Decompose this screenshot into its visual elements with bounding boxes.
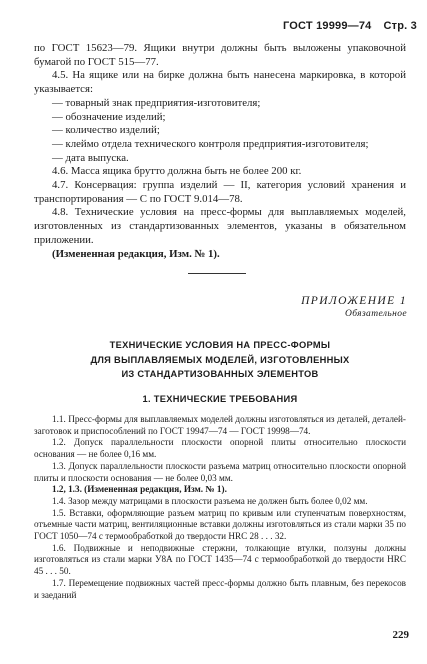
section-4-text	[34, 42, 406, 261]
paragraph: 1.1. Пресс-формы для выплавляемых моделей должны изготовляться из деталей, деталей-заготовок и приспособлений по ГОСТ 19947—74 — ГОСТ 19998—74.	[34, 414, 406, 436]
appendix-title	[34, 338, 406, 382]
paragraph: 4.7. Консервация: группа изделий — II, категория условий хранения и транспортирования — С по ГОСТ 9.014—78.	[34, 179, 406, 205]
appendix-status: Обязательное	[344, 309, 407, 319]
list-item: — обозначение изделий;	[52, 110, 166, 123]
amendment-note: (Измененная редакция, Изм. № 1).	[52, 247, 220, 260]
running-header	[283, 20, 417, 32]
list-item: — товарный знак предприятия-изготовителя;	[52, 96, 261, 109]
requirements-text	[34, 414, 406, 601]
paragraph: 4.8. Технические условия на пресс-формы для выплавляемых моделей, изготовленных из стандартизованных элементов, указаны в обязательном приложении.	[34, 206, 406, 246]
page-number: 229	[392, 629, 409, 641]
list-item: — дата выпуска.	[52, 151, 129, 164]
paragraph: 1.4. Зазор между матрицами в плоскости разъема не должен быть более 0,02 мм.	[52, 495, 368, 506]
paragraph: 1.2. Допуск параллельности плоскости опорной плиты относительно плоскости основания — не более 0,16 мм.	[34, 437, 406, 460]
appendix-label-block	[301, 295, 407, 319]
standard-designation: ГОСТ 19999—74	[282, 20, 372, 32]
section-heading: 1. ТЕХНИЧЕСКИЕ ТРЕБОВАНИЯ	[142, 394, 298, 404]
list-item: — клеймо отдела технического контроля предприятия-изготовителя;	[52, 137, 369, 150]
paragraph: 1.6. Подвижные и неподвижные стержни, толкающие втулки, ползуны должны изготовляться из стали марки У8А по ГОСТ 1435—74 с термообработкой до твердости HRC 45 . . . 50.	[34, 542, 406, 577]
paragraph: 1.3. Допуск параллельности плоскости разъема матриц относительно плоскости опорной плиты и плоскости основания — не более 0,03 мм.	[34, 460, 406, 483]
appendix-label: ПРИЛОЖЕНИЕ 1	[301, 295, 407, 307]
separator-rule	[188, 273, 246, 274]
list-item: — количество изделий;	[52, 124, 160, 137]
paragraph: 1.7. Перемещение подвижных частей пресс-формы должно быть плавным, без перекосов и заеданий	[34, 577, 406, 600]
paragraph: 4.6. Масса ящика брутто должна быть не более 200 кг.	[52, 165, 302, 178]
paragraph: по ГОСТ 15623—79. Ящики внутри должны быть выложены упаковочной бумагой по ГОСТ 515—77.	[34, 42, 406, 68]
title-line: ДЛЯ ВЫПЛАВЛЯЕМЫХ МОДЕЛЕЙ, ИЗГОТОВЛЕННЫХ	[90, 354, 350, 365]
paragraph: 4.5. На ящике или на бирке должна быть нанесена маркировка, в которой указывается:	[34, 69, 406, 96]
page-label: Стр. 3	[383, 20, 417, 32]
title-line: ТЕХНИЧЕСКИЕ УСЛОВИЯ НА ПРЕСС-ФОРМЫ	[109, 340, 331, 350]
paragraph: 1.5. Вставки, оформляющие разъем матриц по кривым или ступенчатым поверхностям, отъемные части матриц, вентиляционные вставки должны изготовляться из стали марки 35 по ГОСТ 1050—74 с термообработкой до твердости HRC 28 . . . 32.	[34, 507, 406, 542]
amendment-note: 1.2, 1.3. (Измененная редакция, Изм. № 1).	[52, 484, 227, 495]
title-line: ИЗ СТАНДАРТИЗОВАННЫХ ЭЛЕМЕНТОВ	[121, 369, 319, 379]
